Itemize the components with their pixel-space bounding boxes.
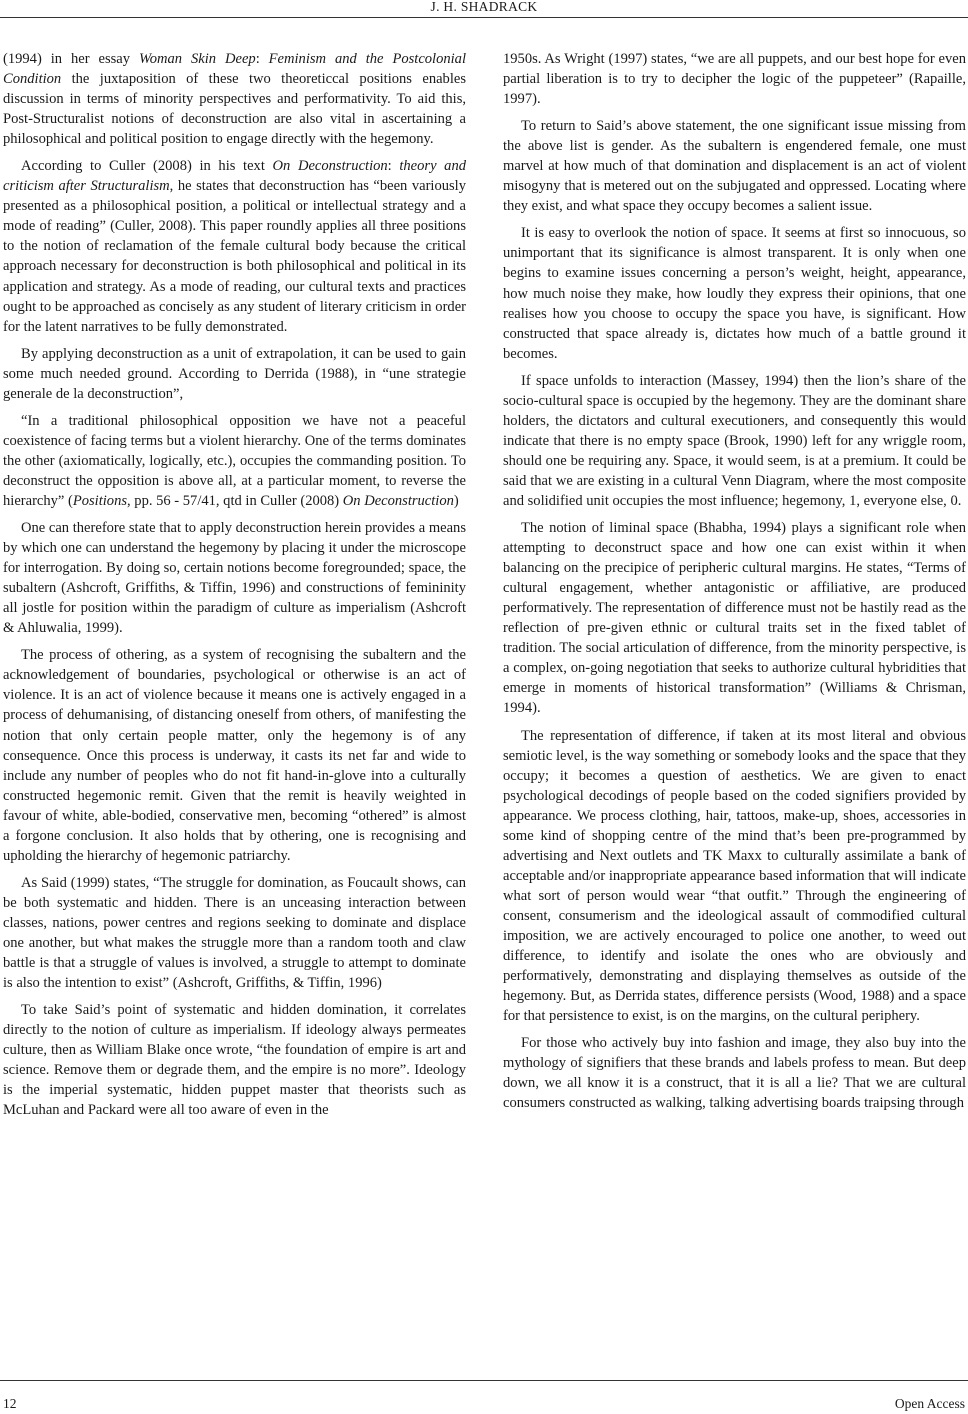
block-quote: “In a traditional philosophical opposition we have not a peaceful coexistence of facing terms but a violent hierarchy. One of the terms dominates the other (axiomatically, logically, etc.), occupies the commanding position. To deconstruct the opposition is above all, at a particular moment, to reverse the hierarchy” (Positions, pp. 56 - 57/41, qtd in Culler (2008) On Deconstruction) (3, 412, 466, 509)
paragraph: By applying deconstruction as a unit of extrapolation, it can be used to gain some much needed ground. According to Derrida (1988), in “une strategie generale de la deconstruction”, (3, 345, 466, 402)
header-rule (0, 17, 968, 18)
running-head: J. H. SHADRACK (430, 0, 538, 14)
right-column (503, 49, 966, 1120)
paragraph: 1950s. As Wright (1997) states, “we are all puppets, and our best hope for even partial liberation is to try to decipher the logic of the puppeteer” (Rapaille, 1997). (503, 51, 966, 108)
paragraph: For those who actively buy into fashion and image, they also buy into the mythology of signifiers that these brands and labels profess to mean. But deep down, we all know it is a construct, that it is all a lie? That we are cultural consumers constructed as walking, talking advertising boards traipsing through (503, 1035, 966, 1112)
left-column (3, 49, 466, 1127)
page-number: 12 (3, 1396, 17, 1411)
journal-label: Open Access (894, 1396, 965, 1411)
paragraph: As Said (1999) states, “The struggle for domination, as Foucault shows, can be both systematic and hidden. There is an unceasing interaction between classes, nations, power centres and regions seeking to dominate and displace one another, but what makes the struggle more than a random tooth and claw battle is that a struggle of values is involved, a struggle to attempt to dominate is also the intention to exist” (Ashcroft, Griffiths, & Tiffin, 1996) (3, 874, 466, 992)
footer-rule (0, 1380, 968, 1381)
paragraph: The representation of difference, if taken at its most literal and obvious semiotic level, is the way something or somebody looks and the space that they occupy; it becomes a question of aesthetics. We are given to enact psychological decodings of people based on the coded signifiers provided by appearance. We process clothing, hair, tattoos, make-up, shoes, accessories in some kind of shopping centre of the mind that’s been pre-programmed by advertising and Next outlets and TK Maxx to culturally assimilate a bank of acceptable and/or inappropriate appearance based information that will indicate what sort of person would wear “that outfit.” Through the engineering of consent, consumerism and the ideological assault of commodified cultural imposition, we are actively encouraged to police one another, to weed out difference, to identify and isolate the ones who are obviously and performatively, demonstrating and displaying themselves as outside of the hegemony. But, as Derrida states, difference persists (Wood, 1988) and a space for that persistence to exist, is on the margins, on the cultural periphery. (503, 727, 966, 1025)
paragraph: To return to Said’s above statement, the one significant issue missing from the above list is gender. As the subaltern is engendered female, one must marvel at how much of that domination and displacement is an act of violent misogyny that is metered out on the subjugated and oppressed. Locating where they exist, and what space they occupy becomes a salient issue. (503, 118, 966, 215)
paragraph: The notion of liminal space (Bhabha, 1994) plays a significant role when attempting to deconstruct space and how one can exist within it when balancing on the precipice of peripheric cultural margins. He states, “Terms of cultural engagement, whether antagonistic or affiliative, are produced performatively. The representation of difference must not be hastily read as the reflection of pre-given ethnic or cultural traits set in the fixed tablet of tradition. The social articulation of difference, from the minority perspective, is a complex, on-going negotiation that seeks to authorize cultural hybridities that emerge in moments of historical transformation” (Williams & Chrisman, 1994). (503, 520, 966, 717)
paragraph: According to Culler (2008) in his text On Deconstruction: theory and criticism after Structuralism, he states that deconstruction has “been variously presented as a philosophical position, a political or intellectual strategy and a mode of reading” (Culler, 2008). This paper roundly applies all three positions to the notion of reclamation of the female cultural body because the critical approach necessary for deconstruction is both philosophical and political in its application and strategy. As a mode of reading, our cultural texts and practices ought to be approached as concisely as any student of literary criticism in order for the latent narratives to be fully demonstrated. (3, 158, 466, 335)
paragraph: To take Said’s point of systematic and hidden domination, it correlates directly to the notion of culture as imperialism. If ideology always permeates culture, then as William Blake once wrote, “the foundation of empire is art and science. Remove them or degrade them, and the empire is no more”. Ideology is the imperial systematic, hidden puppet master that theorists such as McLuhan and Packard were all too aware of even in the (3, 1002, 466, 1119)
paragraph: The process of othering, as a system of recognising the subaltern and the acknowledgement of boundaries, psychological or otherwise is an act of violence. It is an act of violence because it means one is actively engaged in a process of dehumanising, of distancing oneself from others, of manifesting the notion that only certain people matter, only the hegemony is of any consequence. Once this process is underway, it casts its net far and wide to include any number of peoples who do not fit hand-in-glove into a culturally constructed hegemonic remit. Given that the remit is heavily weighted in favour of white, able-bodied, conservative men, becoming “othered” is almost a forgone conclusion. It also holds that by othering, one is recognising and upholding the hierarchy of hegemonic patriarchy. (3, 647, 466, 864)
paragraph: (1994) in her essay Woman Skin Deep: Feminism and the Postcolonial Condition the juxtaposition of these two theoreticcal positions enables discussion in terms of minority perspectives and performativity. To aid this, Post-Structuralist notions of deconstruction are also vital in ascertaining a philosophical and political position to engage directly with the hegemony. (3, 51, 466, 148)
paragraph: One can therefore state that to apply deconstruction herein provides a means by which one can understand the hegemony by placing it under the microscope for interrogation. By doing so, certain notions become foregrounded; space, the subaltern (Ashcroft, Griffiths, & Tiffin, 1996) and constructions of femininity all jostle for position within the paradigm of culture as imperialism (Ashcroft & Ahluwalia, 1999). (3, 520, 466, 637)
paragraph: If space unfolds to interaction (Massey, 1994) then the lion’s share of the socio-cultural space is occupied by the hegemony. They are the dominant share holders, the dictators and cultural executioners, and consequently this would indicate that there is no empty space (Brook, 1990) left for any wriggle room, should one be requiring any. Space, it would seem, is at a premium. It could be said that we are existing in a cultural Venn Diagram, where the most composite and solidified unit occupies the most influence; hegemony, 1, everyone else, 0. (503, 372, 966, 509)
paragraph: It is easy to overlook the notion of space. It seems at first so innocuous, so unimportant that its significance is almost transparent. It is only when one begins to examine issues concerning a person’s weight, height, appearance, how much noise they make, how loudly they express their opinions, that one realises how you choose to occupy the space you have, is significant. How constructed that space already is, dictates how much of a battle ground it becomes. (503, 225, 966, 362)
